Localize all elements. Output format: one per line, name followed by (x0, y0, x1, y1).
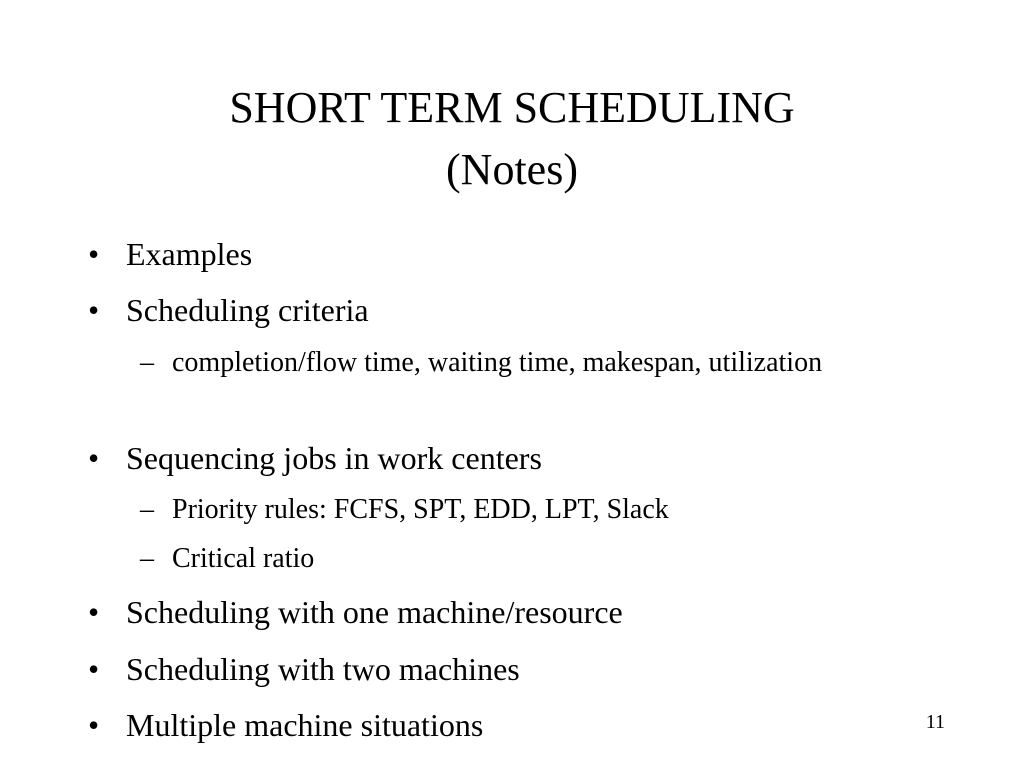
bullet-marker: • (88, 707, 100, 743)
bullet-text: Sequencing jobs in work centers (126, 440, 542, 476)
sub-bullet-marker: – (140, 543, 154, 574)
bullet-text: Examples (126, 236, 253, 272)
slide-subtitle: (Notes) (446, 145, 578, 194)
slide-number: 11 (925, 711, 945, 733)
bullet-text: Multiple machine situations (126, 707, 484, 743)
sub-bullet-text: Critical ratio (172, 543, 315, 574)
bullet-text: Scheduling with two machines (126, 651, 520, 687)
sub-bullet-marker: – (140, 347, 154, 378)
bullet-marker: • (88, 292, 100, 328)
slide-title: SHORT TERM SCHEDULING (229, 83, 795, 132)
bullet-marker: • (88, 440, 100, 476)
sub-bullet-text: completion/flow time, waiting time, makespan, utilization (172, 347, 823, 378)
bullet-text: Scheduling criteria (126, 292, 369, 328)
sub-bullet-text: Priority rules: FCFS, SPT, EDD, LPT, Slack (172, 494, 669, 525)
sub-bullet-marker: – (140, 494, 154, 525)
bullet-marker: • (88, 594, 100, 630)
bullet-text: Scheduling with one machine/resource (126, 594, 623, 630)
bullet-marker: • (88, 651, 100, 687)
bullet-marker: • (88, 236, 100, 272)
